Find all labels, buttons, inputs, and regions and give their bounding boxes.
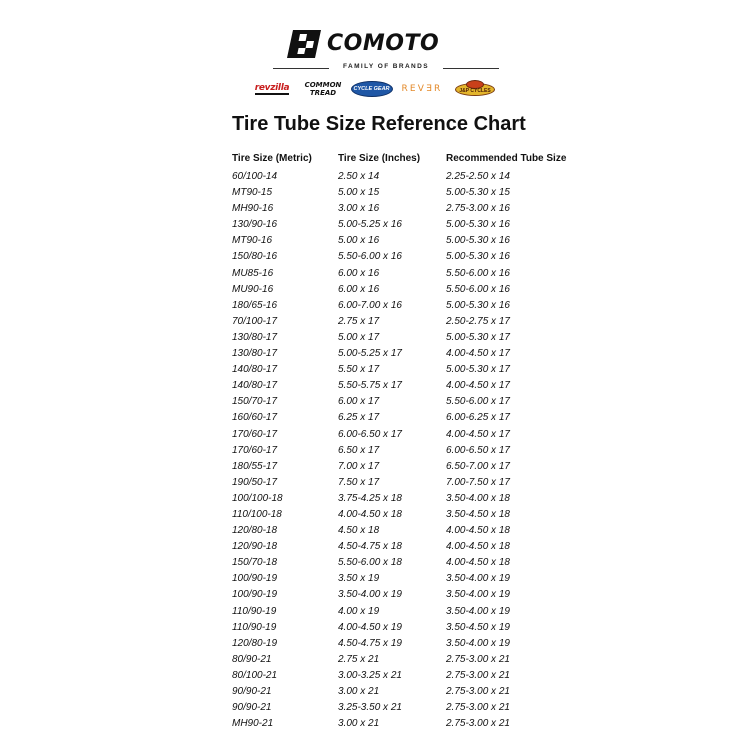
cell-inches: 5.00 x 17 (338, 331, 380, 343)
cell-tube: 4.00-4.50 x 18 (446, 541, 510, 553)
cell-tube: 4.00-4.50 x 18 (446, 525, 510, 537)
cell-inches: 7.00 x 17 (338, 460, 380, 472)
cell-metric: 160/60-17 (232, 412, 278, 424)
cell-metric: MU90-16 (232, 283, 274, 295)
cycle-gear-badge (351, 81, 393, 97)
cell-metric: 70/100-17 (232, 315, 278, 327)
cell-metric: 130/80-17 (232, 348, 278, 360)
cell-inches: 3.00 x 21 (338, 686, 380, 697)
cell-inches: 3.00 x 21 (338, 718, 380, 730)
cell-metric: 110/90-19 (232, 621, 277, 633)
table-row (232, 395, 612, 411)
cell-metric: 140/80-17 (232, 380, 278, 392)
cell-tube: 2.75-3.00 x 21 (446, 653, 510, 665)
table-row (232, 717, 612, 733)
cell-inches: 2.75 x 17 (338, 315, 380, 327)
cell-tube: 5.00-5.30 x 15 (446, 187, 510, 199)
table-row (232, 411, 612, 427)
table-row (232, 524, 612, 540)
table-header (232, 153, 612, 170)
table-row (232, 701, 612, 717)
cell-metric: 100/100-18 (232, 492, 283, 504)
table-row (232, 444, 612, 460)
table-row (232, 250, 612, 266)
cell-inches: 5.50-5.75 x 17 (338, 380, 402, 392)
table-row (232, 637, 612, 653)
cell-inches: 4.00 x 19 (338, 605, 380, 617)
column-header-tube: Recommended Tube Size (446, 153, 567, 164)
table-row (232, 234, 612, 250)
common-tread-logo-text: COMMON TREAD (304, 81, 342, 97)
table-row (232, 460, 612, 476)
cell-metric: MT90-16 (232, 235, 273, 247)
cell-metric: MU85-16 (232, 267, 274, 279)
column-header-inches: Tire Size (Inches) (338, 153, 421, 164)
cell-inches: 5.00 x 15 (338, 187, 380, 199)
cell-tube: 6.50-7.00 x 17 (446, 460, 510, 472)
family-of-brands-label: FAMILY OF BRANDS (343, 63, 429, 70)
cell-inches: 6.25 x 17 (338, 412, 380, 424)
table-row (232, 621, 612, 637)
cell-metric: 60/100-14 (232, 171, 278, 182)
table-row (232, 556, 612, 572)
cell-tube: 2.75-3.00 x 21 (446, 702, 510, 714)
revzilla-logo (247, 79, 297, 99)
cell-tube: 5.00-5.30 x 17 (446, 364, 510, 376)
cell-tube: 2.75-3.00 x 21 (446, 669, 510, 681)
cell-inches: 4.00-4.50 x 18 (338, 508, 402, 520)
cell-tube: 3.50-4.00 x 18 (446, 492, 510, 504)
table-row (232, 492, 612, 508)
cell-tube: 3.50-4.50 x 18 (446, 508, 510, 520)
rever-logo-text: REV∃R (401, 84, 443, 94)
table-row (232, 315, 612, 331)
cell-metric: 150/70-17 (232, 396, 278, 408)
cell-metric: MH90-21 (232, 718, 274, 730)
cell-tube: 5.00-5.30 x 16 (446, 299, 510, 311)
cell-tube: 5.00-5.30 x 16 (446, 251, 510, 263)
cell-tube: 5.50-6.00 x 16 (446, 283, 510, 295)
cell-metric: 180/65-16 (232, 299, 278, 311)
checkered-flag-icon (287, 30, 321, 58)
table-row (232, 283, 612, 299)
common-tread-logo (304, 79, 342, 99)
cell-metric: 110/90-19 (232, 605, 277, 617)
cell-tube: 6.00-6.25 x 17 (446, 412, 510, 424)
table-row (232, 347, 612, 363)
cell-tube: 3.50-4.00 x 19 (446, 589, 510, 601)
table-body (232, 170, 612, 733)
table-row (232, 653, 612, 669)
divider-right (443, 68, 499, 69)
table-row (232, 540, 612, 556)
jp-cycles-badge (453, 80, 497, 98)
cell-metric: 180/55-17 (232, 460, 278, 472)
cell-metric: 170/60-17 (232, 428, 278, 440)
cell-metric: 190/50-17 (232, 476, 278, 488)
table-row (232, 363, 612, 379)
revzilla-logo-text: revzilla (254, 83, 290, 93)
cell-metric: 150/80-16 (232, 251, 278, 263)
table-row (232, 428, 612, 444)
cell-inches: 5.00 x 16 (338, 235, 380, 247)
table-row (232, 572, 612, 588)
cell-tube: 2.75-3.00 x 21 (446, 686, 510, 697)
family-of-brands (273, 62, 499, 76)
cell-tube: 7.00-7.50 x 17 (446, 476, 510, 488)
cell-inches: 3.75-4.25 x 18 (338, 492, 402, 504)
cell-tube: 3.50-4.00 x 19 (446, 605, 510, 617)
cell-inches: 6.00-7.00 x 16 (338, 299, 402, 311)
cell-inches: 5.00-5.25 x 16 (338, 219, 402, 231)
cell-inches: 5.50-6.00 x 16 (338, 251, 402, 263)
cell-metric: 80/90-21 (232, 653, 272, 665)
comoto-logo (287, 29, 439, 59)
cell-inches: 2.75 x 21 (338, 653, 380, 665)
cell-metric: 100/90-19 (232, 573, 278, 585)
cell-metric: 80/100-21 (232, 669, 278, 681)
cell-metric: 90/90-21 (232, 702, 272, 714)
table-row (232, 379, 612, 395)
cycle-gear-logo-text: CYCLE GEAR (353, 86, 390, 92)
comoto-wordmark: COMOTO (327, 31, 440, 56)
cell-tube: 5.00-5.30 x 16 (446, 235, 510, 247)
cell-inches: 5.50-6.00 x 18 (338, 557, 402, 569)
cell-inches: 4.50 x 18 (338, 525, 380, 537)
table-row (232, 588, 612, 604)
brand-logos (247, 79, 499, 99)
cell-inches: 6.00 x 16 (338, 283, 380, 295)
cell-metric: 150/70-18 (232, 557, 278, 569)
cell-inches: 5.00-5.25 x 17 (338, 348, 402, 360)
cell-inches: 3.25-3.50 x 21 (338, 702, 402, 714)
cell-inches: 4.50-4.75 x 18 (338, 541, 402, 553)
table-row (232, 685, 612, 701)
rever-logo (399, 79, 445, 99)
table-row (232, 186, 612, 202)
page-title: Tire Tube Size Reference Chart (232, 113, 526, 135)
cell-metric: 170/60-17 (232, 444, 278, 456)
cell-inches: 6.00 x 17 (338, 396, 380, 408)
cycle-gear-logo (350, 79, 393, 99)
table-row (232, 605, 612, 621)
table-row (232, 508, 612, 524)
cell-inches: 3.50-4.00 x 19 (338, 589, 402, 601)
cell-metric: 120/80-18 (232, 525, 278, 537)
cell-inches: 7.50 x 17 (338, 476, 380, 488)
cell-inches: 4.00-4.50 x 19 (338, 621, 402, 633)
cell-tube: 5.50-6.00 x 17 (446, 396, 510, 408)
cell-metric: 130/80-17 (232, 331, 278, 343)
cell-tube: 5.50-6.00 x 16 (446, 267, 510, 279)
cell-tube: 2.75-3.00 x 21 (446, 718, 510, 730)
cell-tube: 4.00-4.50 x 17 (446, 348, 510, 360)
cell-tube: 4.00-4.50 x 17 (446, 380, 510, 392)
cell-inches: 6.50 x 17 (338, 444, 380, 456)
cell-inches: 2.50 x 14 (338, 171, 380, 182)
cell-inches: 3.00-3.25 x 21 (338, 669, 402, 681)
table-row (232, 218, 612, 234)
cell-tube: 4.00-4.50 x 17 (446, 428, 510, 440)
cell-tube: 2.75-3.00 x 16 (446, 203, 510, 215)
cell-inches: 5.50 x 17 (338, 364, 380, 376)
jp-cycles-logo-text: J&P CYCLES (459, 88, 491, 94)
cell-tube: 6.00-6.50 x 17 (446, 444, 510, 456)
cell-metric: MT90-15 (232, 187, 273, 199)
cell-tube: 3.50-4.00 x 19 (446, 637, 510, 649)
table-row (232, 331, 612, 347)
cell-tube: 2.25-2.50 x 14 (446, 171, 510, 182)
jp-cycles-logo (452, 79, 498, 99)
cell-tube: 3.50-4.50 x 19 (446, 621, 510, 633)
cell-metric: 120/80-19 (232, 637, 278, 649)
cell-metric: 110/100-18 (232, 508, 282, 520)
table-row (232, 267, 612, 283)
cell-tube: 3.50-4.00 x 19 (446, 573, 510, 585)
column-header-metric: Tire Size (Metric) (232, 153, 312, 164)
cell-tube: 5.00-5.30 x 16 (446, 219, 510, 231)
cell-inches: 3.50 x 19 (338, 573, 380, 585)
cell-metric: 90/90-21 (232, 686, 272, 697)
cell-inches: 6.00-6.50 x 17 (338, 428, 402, 440)
brand-header (0, 0, 750, 100)
table-row (232, 299, 612, 315)
cell-tube: 4.00-4.50 x 18 (446, 557, 510, 569)
cell-metric: MH90-16 (232, 203, 274, 215)
cell-inches: 6.00 x 16 (338, 267, 380, 279)
cell-metric: 130/90-16 (232, 219, 278, 231)
cell-metric: 120/90-18 (232, 541, 278, 553)
cell-metric: 140/80-17 (232, 364, 278, 376)
cell-inches: 3.00 x 16 (338, 203, 380, 215)
table-row (232, 170, 612, 186)
cell-metric: 100/90-19 (232, 589, 278, 601)
cell-inches: 4.50-4.75 x 19 (338, 637, 402, 649)
table-row (232, 669, 612, 685)
cell-tube: 2.50-2.75 x 17 (446, 315, 510, 327)
size-table (232, 153, 612, 733)
cell-tube: 5.00-5.30 x 17 (446, 331, 510, 343)
table-row (232, 202, 612, 218)
table-row (232, 476, 612, 492)
